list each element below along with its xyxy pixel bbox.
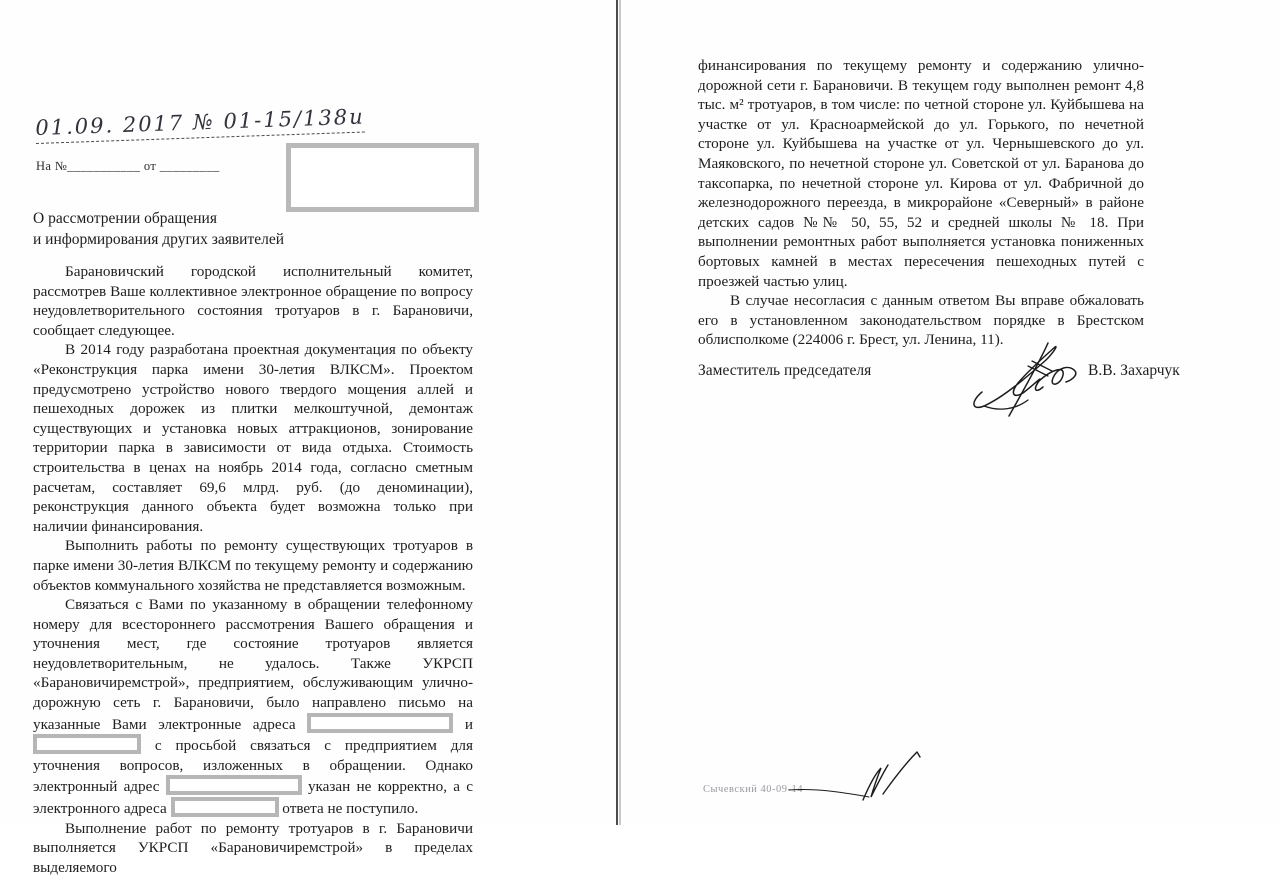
footer-signature-scribble	[789, 742, 939, 807]
paragraph	[33, 819, 473, 877]
signature-row	[698, 362, 1198, 422]
signer-position: Заместитель председателя	[698, 362, 872, 379]
paragraph-text: Связаться с Вами по указанному в обращении телефонному номеру для всестороннего рассмотрения Вашего обращения и уточнения мест, где состояние тротуаров является неудовлетворительным, не удалось. Также УКРСП «Барановичиремстрой», предприятием, обслуживающим улично-дорожную сеть г. Барановичи, было направлено письмо на указанные Вами электронные адреса	[33, 596, 473, 733]
page-divider	[616, 0, 618, 825]
paragraph	[33, 262, 473, 340]
footer-row	[703, 742, 1103, 812]
page-right	[622, 0, 1280, 825]
left-page-body	[33, 262, 473, 877]
signer-name: В.В. Захарчук	[1088, 362, 1180, 379]
paragraph	[33, 340, 473, 536]
subject-line-1: О рассмотрении обращения	[33, 210, 217, 227]
paragraph-text: В 2014 году разработана проектная документация по объекту «Реконструкция парка имени 30-летия ВЛКСМ». Проектом предусмотрено устройство нового твердого мощения аллей и пешеходных дорожек из плитки мелкоштучной, демонтаж существующих и установка новых аттракционов, зонирование территории парка в зависимости от вида отдыха. Стоимость строительства в ценах на ноябрь 2014 года, согласно сметным расчетам, составляет 69,6 млрд. руб. (до деноминации), реконструкция данного объекта будет возможна только при наличии финансирования.	[33, 341, 473, 535]
page-left	[0, 0, 617, 876]
redacted-email-address	[33, 734, 141, 754]
page-divider-shadow	[619, 0, 621, 825]
paragraph-text: финансирования по текущему ремонту и содержанию улично-дорожной сети г. Барановичи. В текущем году выполнен ремонт 4,8 тыс. м² тротуаров, в том числе: по четной стороне ул. Куйбышева на участке от ул. Красноармейской до ул. Горького, по нечетной стороне ул. Куйбышева на участке от ул. Чернышевского до ул. Маяковского, по нечетной стороне ул. Советской от ул. Баранова до таксопарка, по нечетной стороне ул. Кирова от ул. Фабричной до железнодорожного переезда, в микрорайоне «Северный» в районе детских садов №№ 50, 55, 52 и средней школы № 18. При выполнении ремонтных работ выполняется установка пониженных бортовых камней в местах пересечения пешеходных путей с проезжей частью улиц.	[698, 57, 1144, 290]
handwritten-reference: 01.09. 2017 № 01-15/138и	[35, 105, 365, 144]
subject-line-2: и информирования других заявителей	[33, 231, 285, 248]
paragraph-text: ответа не поступило.	[278, 800, 419, 818]
paragraph-text: Барановичский городской исполнительный комитет, рассмотрев Ваше коллективное электронное обращение по вопросу неудовлетворительного состояния тротуаров в г. Барановичи, сообщает следующее.	[33, 263, 473, 339]
paragraph-text: с просьбой связаться с предприятием для уточнения вопросов, изложенных в обращении. Однако электронный адрес	[33, 737, 473, 796]
paragraph	[33, 595, 473, 819]
redacted-recipient-block	[286, 143, 479, 212]
redacted-email-address	[166, 775, 302, 795]
paragraph-text: указан не корректно, а с электронного адреса	[33, 778, 473, 818]
paragraph	[33, 536, 473, 595]
reference-number-line: На №___________ от _________	[36, 159, 220, 173]
paragraph-text: и	[453, 715, 473, 733]
redacted-email-address	[171, 797, 279, 817]
redacted-email-address	[307, 713, 453, 733]
paragraph-text: В случае несогласия с данным ответом Вы вправе обжаловать его в установленном законодательством порядке в Брестском облисполкоме (224006 г. Брест, ул. Ленина, 11).	[698, 292, 1144, 349]
paragraph	[698, 56, 1144, 291]
executor-line: Сычевский 40-09-14	[703, 784, 804, 795]
subject-block	[33, 208, 284, 250]
paragraph-text: Выполнение работ по ремонту тротуаров в г. Барановичи выполняется УКРСП «Барановичиремстрой» в пределах выделяемого	[33, 819, 473, 876]
right-page-body	[698, 56, 1144, 350]
paragraph-text: Выполнить работы по ремонту существующих тротуаров в парке имени 30-летия ВЛКСМ по текущему ремонту и содержанию объектов коммунального хозяйства не представляется возможным.	[33, 537, 473, 594]
signature-scribble	[968, 336, 1083, 421]
